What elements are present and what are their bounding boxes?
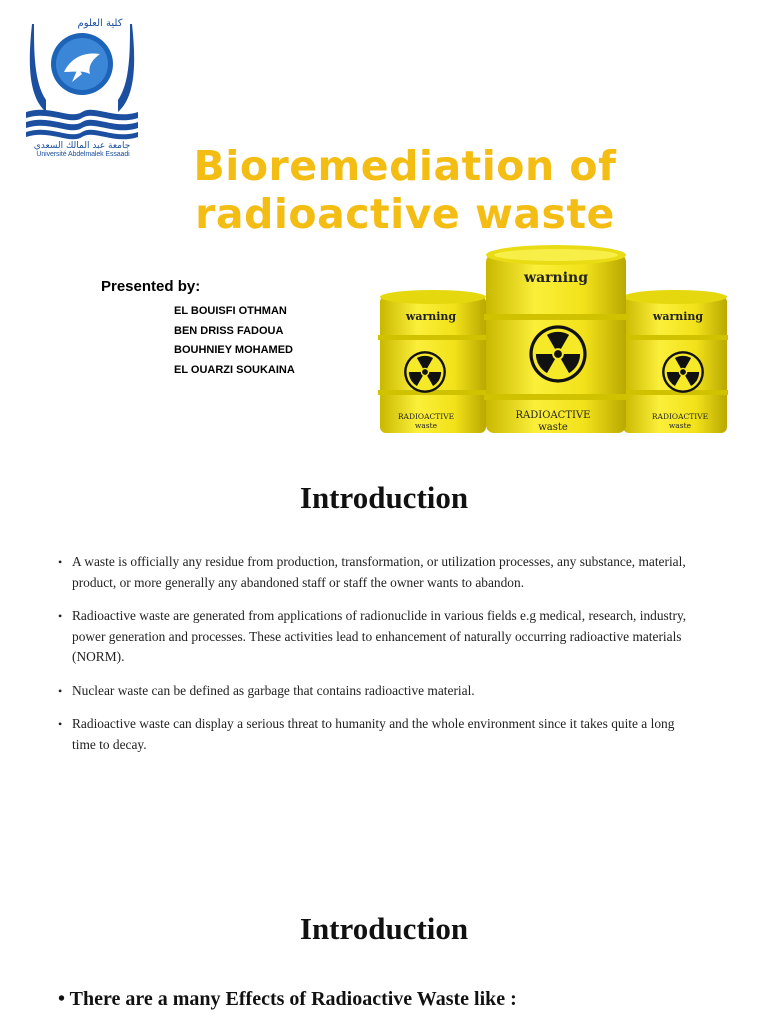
barrel-warning-text: warning bbox=[405, 310, 457, 323]
slide-title: Introduction bbox=[299, 480, 469, 515]
barrel-left bbox=[378, 290, 488, 433]
list-item: • A waste is officially any residue from production, transformation, or utilization processes, any substance, material, product, or more generally any abandoned staff or staff the owner wants to abandon. bbox=[58, 552, 698, 593]
presenter-name: EL BOUISFI OTHMAN bbox=[174, 305, 287, 317]
university-logo bbox=[20, 12, 144, 162]
list-item: • Nuclear waste can be defined as garbage that contains radioactive material. bbox=[58, 681, 698, 702]
list-item: • Radioactive waste can display a serious threat to humanity and the whole environment since it takes quite a long time to decay. bbox=[58, 714, 698, 755]
barrel-warning-text: warning bbox=[524, 270, 588, 286]
barrel-label-2: waste bbox=[414, 421, 438, 430]
introduction-slide bbox=[0, 448, 768, 878]
presented-by-label: Presented by: bbox=[101, 278, 201, 295]
bullet-list bbox=[58, 552, 698, 768]
list-item: • Radioactive waste are generated from applications of radionuclide in various fields e.g medical, research, industry, power generation and processes. These activities lead to enhancement of naturally occurring radioactive materials (NORM). bbox=[58, 606, 698, 668]
logo-latin-university: Université Abdelmalek Essaadi bbox=[36, 151, 130, 158]
barrel-right bbox=[621, 290, 728, 433]
barrel-label-1: RADIOACTIVE bbox=[651, 412, 709, 421]
introduction-slide-2 bbox=[0, 884, 768, 1024]
presenter-name: BEN DRISS FADOUA bbox=[174, 324, 284, 337]
logo-arabic-univ: جامعة عبد المالك السعدي bbox=[33, 141, 131, 151]
barrel-label-1: RADIOACTIVE bbox=[515, 410, 591, 421]
bullet-text: There are a many Effects of Radioactive Waste like : bbox=[69, 988, 517, 1010]
presenter-name: BOUHNIEY MOHAMED bbox=[174, 344, 293, 356]
title-line-2: radioactive waste bbox=[195, 190, 615, 238]
barrel-label-2: waste bbox=[668, 421, 692, 430]
logo-arabic-top: كلية العلوم bbox=[77, 18, 123, 29]
title-slide bbox=[0, 0, 768, 440]
barrel-center bbox=[484, 245, 628, 433]
title-line-1: Bioremediation of bbox=[193, 142, 617, 190]
barrel-warning-text: warning bbox=[652, 310, 704, 323]
presenter-names bbox=[174, 302, 295, 380]
list-item: • There are a many Effects of Radioactive Waste like : bbox=[58, 988, 517, 1010]
slide-title: Introduction bbox=[299, 911, 469, 946]
presenter-name: EL OUARZI SOUKAINA bbox=[174, 363, 295, 376]
radioactive-barrels-image bbox=[376, 240, 728, 433]
slide-title bbox=[150, 142, 660, 238]
barrel-label-1: RADIOACTIVE bbox=[397, 412, 455, 421]
barrel-label-2: waste bbox=[538, 422, 568, 433]
